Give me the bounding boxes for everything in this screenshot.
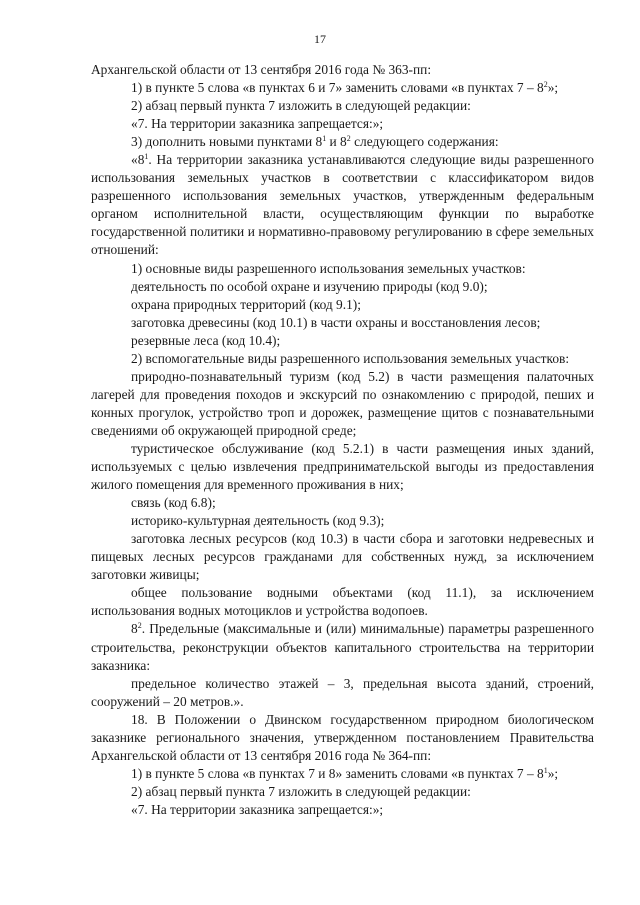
page-number: 17 [314,32,326,46]
paragraph-text: связь (код 6.8); [131,495,216,511]
paragraph [91,530,594,584]
paragraph [91,494,594,512]
paragraph [91,332,594,350]
paragraph-text: предельное количество этажей – 3, предельная высота зданий, строений, сооружений – 20 метров.». [91,675,594,709]
paragraph-text: 2) вспомогательные виды разрешенного использования земельных участков: [131,350,570,366]
paragraph-text: 1) в пункте 5 слова «в пунктах 7 и 8» заменить словами «в пунктах 7 – 8 [131,765,544,781]
paragraph-text: заготовка древесины (код 10.1) в части охраны и восстановления лесов; [131,314,541,330]
superscript: 1 [543,765,548,775]
paragraph-text: деятельность по особой охране и изучению природы (код 9.0); [131,278,488,294]
superscript: 1 [144,152,149,162]
paragraph-text: следующего содержания: [350,134,499,150]
paragraph-text: 8 [131,621,138,637]
superscript: 2 [543,80,548,90]
paragraph-text: туристическое обслуживание (код 5.2.1) в части размещения иных зданий, используемых с целью извлечения предпринимательской выгоды из предоставления жилого помещения для временного проживания в них; [91,440,594,493]
paragraph [91,368,594,440]
paragraph-text: 18. В Положении о Двинском государственном природном биологическом заказнике регионального значения, утвержденном постановлением Правительства Архангельской области от 13 сентября 2016 года № 364-пп: [91,711,594,763]
paragraph [91,79,594,97]
paragraph-text: 1) основные виды разрешенного использования земельных участков: [131,260,526,276]
paragraph-text: «7. На территории заказника запрещается:»; [131,116,384,132]
paragraph-text: «7. На территории заказника запрещается:»; [131,801,384,817]
paragraph-text: охрана природных территорий (код 9.1); [131,296,361,312]
paragraph [91,350,594,368]
paragraph [91,765,594,783]
paragraph-text: »; [547,80,559,96]
paragraph [91,584,594,620]
paragraph [91,711,594,765]
paragraph-text: общее пользование водными объектами (код 11.1), за исключением использования водных мотоциклов и устройства водопоев. [91,585,594,619]
paragraph-text: и 8 [326,134,347,150]
paragraph [91,133,594,151]
paragraph-text: 1) в пункте 5 слова «в пунктах 6 и 7» заменить словами «в пунктах 7 – 8 [131,80,544,96]
superscript: 1 [322,134,327,144]
paragraph [91,115,594,133]
paragraph [91,296,594,314]
paragraph-text: резервные леса (код 10.4); [131,332,281,348]
paragraph-text: Архангельской области от 13 сентября 2016 года № 363-пп: [91,62,432,77]
paragraph [91,783,594,801]
paragraph [91,512,594,530]
paragraph-text: историко-культурная деятельность (код 9.3); [131,513,385,529]
paragraph [91,278,594,296]
paragraph-text: 2) абзац первый пункта 7 изложить в следующей редакции: [131,98,471,114]
paragraph-text: «8 [131,152,145,168]
paragraph [91,675,594,711]
paragraph [91,151,594,259]
paragraph [91,440,594,494]
paragraph [91,620,594,674]
paragraph-text: . Предельные (максимальные и (или) минимальные) параметры разрешенного строительства, реконструкции объектов капитального строительства на территории заказника: [91,621,594,673]
paragraph [91,801,594,819]
paragraph [91,260,594,278]
paragraph-text: заготовка лесных ресурсов (код 10.3) в части сбора и заготовки недревесных и пищевых лесных ресурсов гражданами для собственных нужд, за исключением заготовки живицы; [91,531,594,583]
document-body [91,61,594,819]
paragraph-text: 3) дополнить новыми пунктами 8 [131,134,323,150]
paragraph [91,97,594,115]
superscript: 2 [346,134,351,144]
paragraph [91,61,594,79]
paragraph-text: »; [547,765,559,781]
paragraph-text: . На территории заказника устанавливаются следующие виды разрешенного использования земельных участков в соответствии с классификатором видов разрешенного использования земельных участков, утвержденным федеральным органом исполнительной власти, осуществляющим функции по выработке государственной политики и нормативно-правовому регулированию в сфере земельных отношений: [91,152,594,258]
paragraph [91,314,594,332]
paragraph-text: природно-познавательный туризм (код 5.2) в части размещения палаточных лагерей для проведения походов и экскурсий по ознакомлению с природой, пеших и конных прогулок, устройство троп и дорожек, размещение щитов с познавательными сведениями об окружающей природной среде; [91,368,594,438]
paragraph-text: 2) абзац первый пункта 7 изложить в следующей редакции: [131,783,471,799]
superscript: 2 [137,621,142,631]
